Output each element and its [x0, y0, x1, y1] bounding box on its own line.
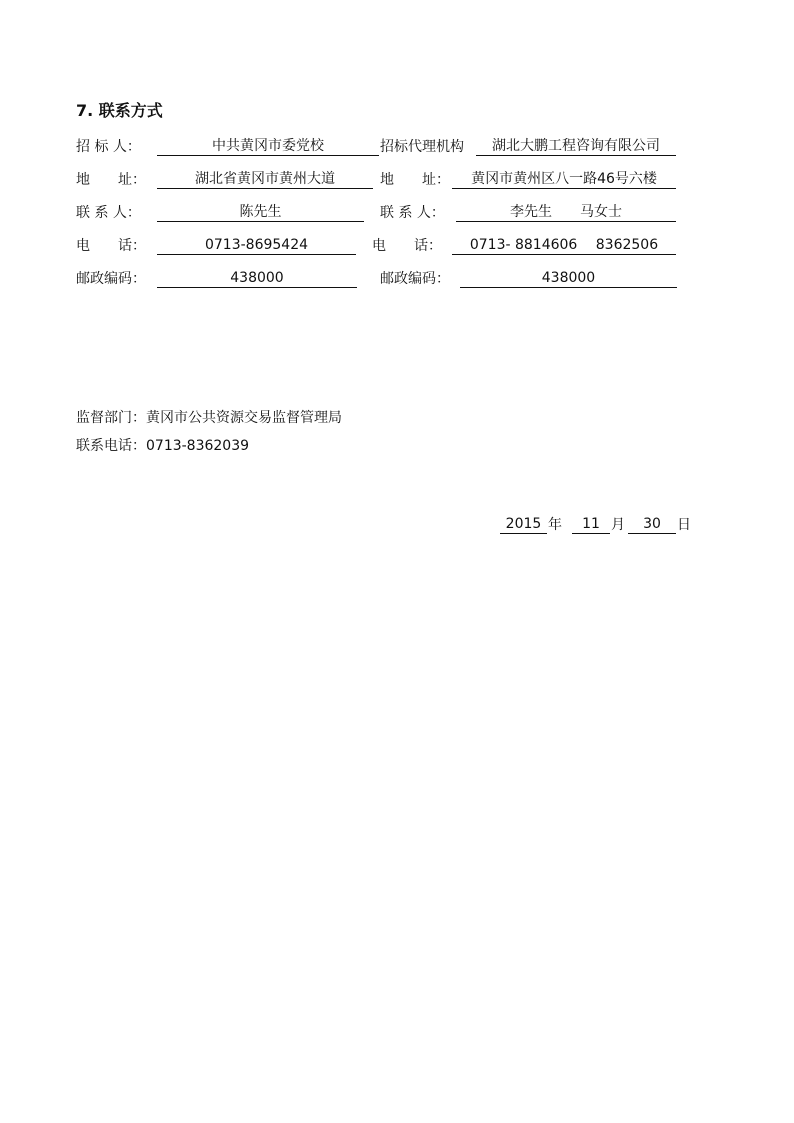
address-label-right: 地 址：	[380, 172, 450, 188]
postcode-label-left: 邮政编码：	[76, 271, 146, 287]
phone-label-left: 电 话：	[76, 238, 146, 254]
agency-value: 湖北大鹏工程咨询有限公司	[476, 138, 676, 156]
supervision-dept-label: 监督部门：	[76, 410, 146, 426]
phone-label-right: 电 话：	[372, 238, 442, 254]
postcode-value-right: 438000	[460, 270, 677, 288]
tenderer-label: 招 标 人：	[76, 139, 141, 155]
date-day: 30	[628, 516, 676, 534]
address-label-left: 地 址：	[76, 172, 146, 188]
supervision-dept-value: 黄冈市公共资源交易监督管理局	[146, 410, 342, 426]
supervision-phone-value: 0713-8362039	[146, 438, 250, 454]
supervision-phone	[76, 437, 249, 455]
supervision-phone-label: 联系电话：	[76, 438, 146, 454]
address-value-right: 黄冈市黄州区八一路46号六楼	[452, 171, 676, 189]
postcode-label-right: 邮政编码：	[380, 271, 450, 287]
postcode-value-left: 438000	[157, 270, 357, 288]
date-month-unit: 月	[611, 517, 625, 533]
date-year: 2015	[500, 516, 547, 534]
contact-label-left: 联 系 人：	[76, 205, 141, 221]
section-title: 7. 联系方式	[76, 101, 163, 120]
phone-value-right: 0713- 8814606 8362506	[452, 237, 676, 255]
date-month: 11	[572, 516, 610, 534]
contact-value-left: 陈先生	[157, 204, 364, 222]
contact-value-right: 李先生 马女士	[456, 204, 676, 222]
contact-label-right: 联 系 人：	[380, 205, 445, 221]
agency-label: 招标代理机构	[380, 139, 464, 155]
date-year-unit: 年	[548, 517, 562, 533]
date-day-unit: 日	[677, 517, 691, 533]
address-value-left: 湖北省黄冈市黄州大道	[157, 171, 373, 189]
supervision-dept	[76, 409, 342, 427]
tenderer-value: 中共黄冈市委党校	[157, 138, 379, 156]
phone-value-left: 0713-8695424	[157, 237, 356, 255]
